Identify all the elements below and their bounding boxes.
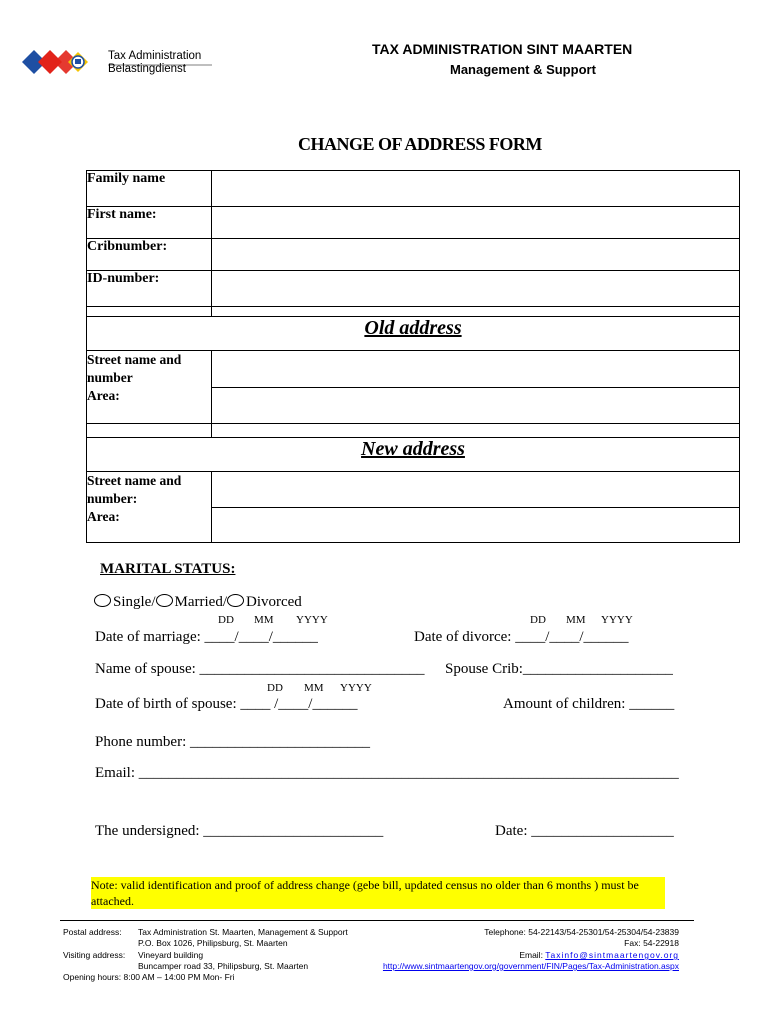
phone-number-field[interactable]: Phone number: ________________________	[95, 734, 370, 750]
new-area-field[interactable]	[212, 508, 740, 543]
amount-of-children-field[interactable]: Amount of children: ______	[503, 696, 675, 712]
new-address-heading: New address	[87, 437, 740, 471]
footer-email-link[interactable]: Taxinfo@sintmaartengov.org	[545, 950, 679, 960]
family-name-field[interactable]	[212, 171, 740, 207]
crib-number-field[interactable]	[212, 239, 740, 271]
marital-options	[94, 594, 302, 611]
footer-email: Email: Taxinfo@sintmaartengov.org	[519, 950, 679, 960]
date-field[interactable]: Date: ___________________	[495, 823, 674, 839]
spacer-cell	[87, 307, 212, 317]
marriage-yyyy-hint: YYYY	[296, 614, 328, 626]
spacer-cell	[87, 423, 212, 437]
divorced-radio[interactable]	[227, 594, 244, 607]
crib-number-label: Cribnumber:	[87, 239, 212, 271]
married-label: Married/	[174, 594, 227, 610]
divorce-yyyy-hint: YYYY	[601, 614, 633, 626]
new-street-field[interactable]	[212, 471, 740, 508]
form-title: CHANGE OF ADDRESS FORM	[298, 134, 542, 154]
logo-text-line2: Belastingdienst	[108, 63, 186, 75]
old-address-heading: Old address	[87, 317, 740, 351]
footer-telephone: Telephone: 54-22143/54-25301/54-25304/54-23839	[484, 927, 679, 937]
org-subtitle: Management & Support	[450, 62, 596, 77]
spouse-dob-mm-hint: MM	[304, 682, 324, 694]
old-street-field[interactable]	[212, 351, 740, 388]
divorced-label: Divorced	[246, 594, 302, 610]
footer-opening-hours: Opening hours: 8:00 AM – 14:00 PM Mon- Fri	[63, 972, 235, 982]
note-highlight: Note: valid identification and proof of address change (gebe bill, updated census no older than 6 months ) must be attached.	[91, 877, 665, 909]
divorce-mm-hint: MM	[566, 614, 586, 626]
footer-fax: Fax: 54-22918	[624, 938, 679, 948]
footer-divider	[60, 920, 694, 921]
footer-visiting-line1: Vineyard building	[138, 950, 204, 960]
marital-status-title: MARITAL STATUS:	[100, 561, 236, 577]
first-name-label: First name:	[87, 207, 212, 239]
divorce-dd-hint: DD	[530, 614, 546, 626]
old-area-label: Area:	[87, 387, 212, 423]
marriage-dd-hint: DD	[218, 614, 234, 626]
spouse-dob-dd-hint: DD	[267, 682, 283, 694]
spacer-cell	[212, 307, 740, 317]
family-name-label: Family name	[87, 171, 212, 207]
footer-postal-line2: P.O. Box 1026, Philipsburg, St. Maarten	[138, 938, 288, 948]
date-of-divorce-field[interactable]: Date of divorce: ____/____/______	[414, 629, 629, 645]
old-area-field[interactable]	[212, 387, 740, 423]
old-street-label: Street name and number	[87, 351, 212, 388]
org-name: TAX ADMINISTRATION SINT MAARTEN	[372, 41, 633, 57]
logo-text-line1: Tax Administration	[108, 50, 202, 62]
spouse-dob-field[interactable]: Date of birth of spouse: ____ /____/______	[95, 696, 358, 712]
marriage-mm-hint: MM	[254, 614, 274, 626]
married-radio[interactable]	[156, 594, 173, 607]
footer-visiting-line2: Buncamper road 33, Philipsburg, St. Maarten	[138, 961, 309, 971]
email-field[interactable]: Email: ________________________________________________________________________	[95, 765, 679, 781]
name-of-spouse-field[interactable]: Name of spouse: ______________________________	[95, 661, 425, 677]
id-number-label: ID-number:	[87, 271, 212, 307]
new-street-label: Street name and number:	[87, 471, 212, 508]
footer-visiting-label: Visiting address:	[63, 950, 126, 960]
new-area-label: Area:	[87, 508, 212, 543]
spacer-cell	[212, 423, 740, 437]
spouse-dob-yyyy-hint: YYYY	[340, 682, 372, 694]
spouse-crib-field[interactable]: Spouse Crib:____________________	[445, 661, 673, 677]
undersigned-field[interactable]: The undersigned: ________________________	[95, 823, 384, 839]
personal-info-table	[86, 170, 740, 543]
footer-postal-label: Postal address:	[63, 927, 122, 937]
date-of-marriage-field[interactable]: Date of marriage: ____/____/______	[95, 629, 318, 645]
single-label: Single/	[113, 594, 156, 610]
footer-website-link[interactable]: http://www.sintmaartengov.org/government/FIN/Pages/Tax-Administration.aspx	[382, 961, 679, 971]
footer-postal-line1: Tax Administration St. Maarten, Management & Support	[138, 927, 348, 937]
id-number-field[interactable]	[212, 271, 740, 307]
first-name-field[interactable]	[212, 207, 740, 239]
single-radio[interactable]	[94, 594, 111, 607]
